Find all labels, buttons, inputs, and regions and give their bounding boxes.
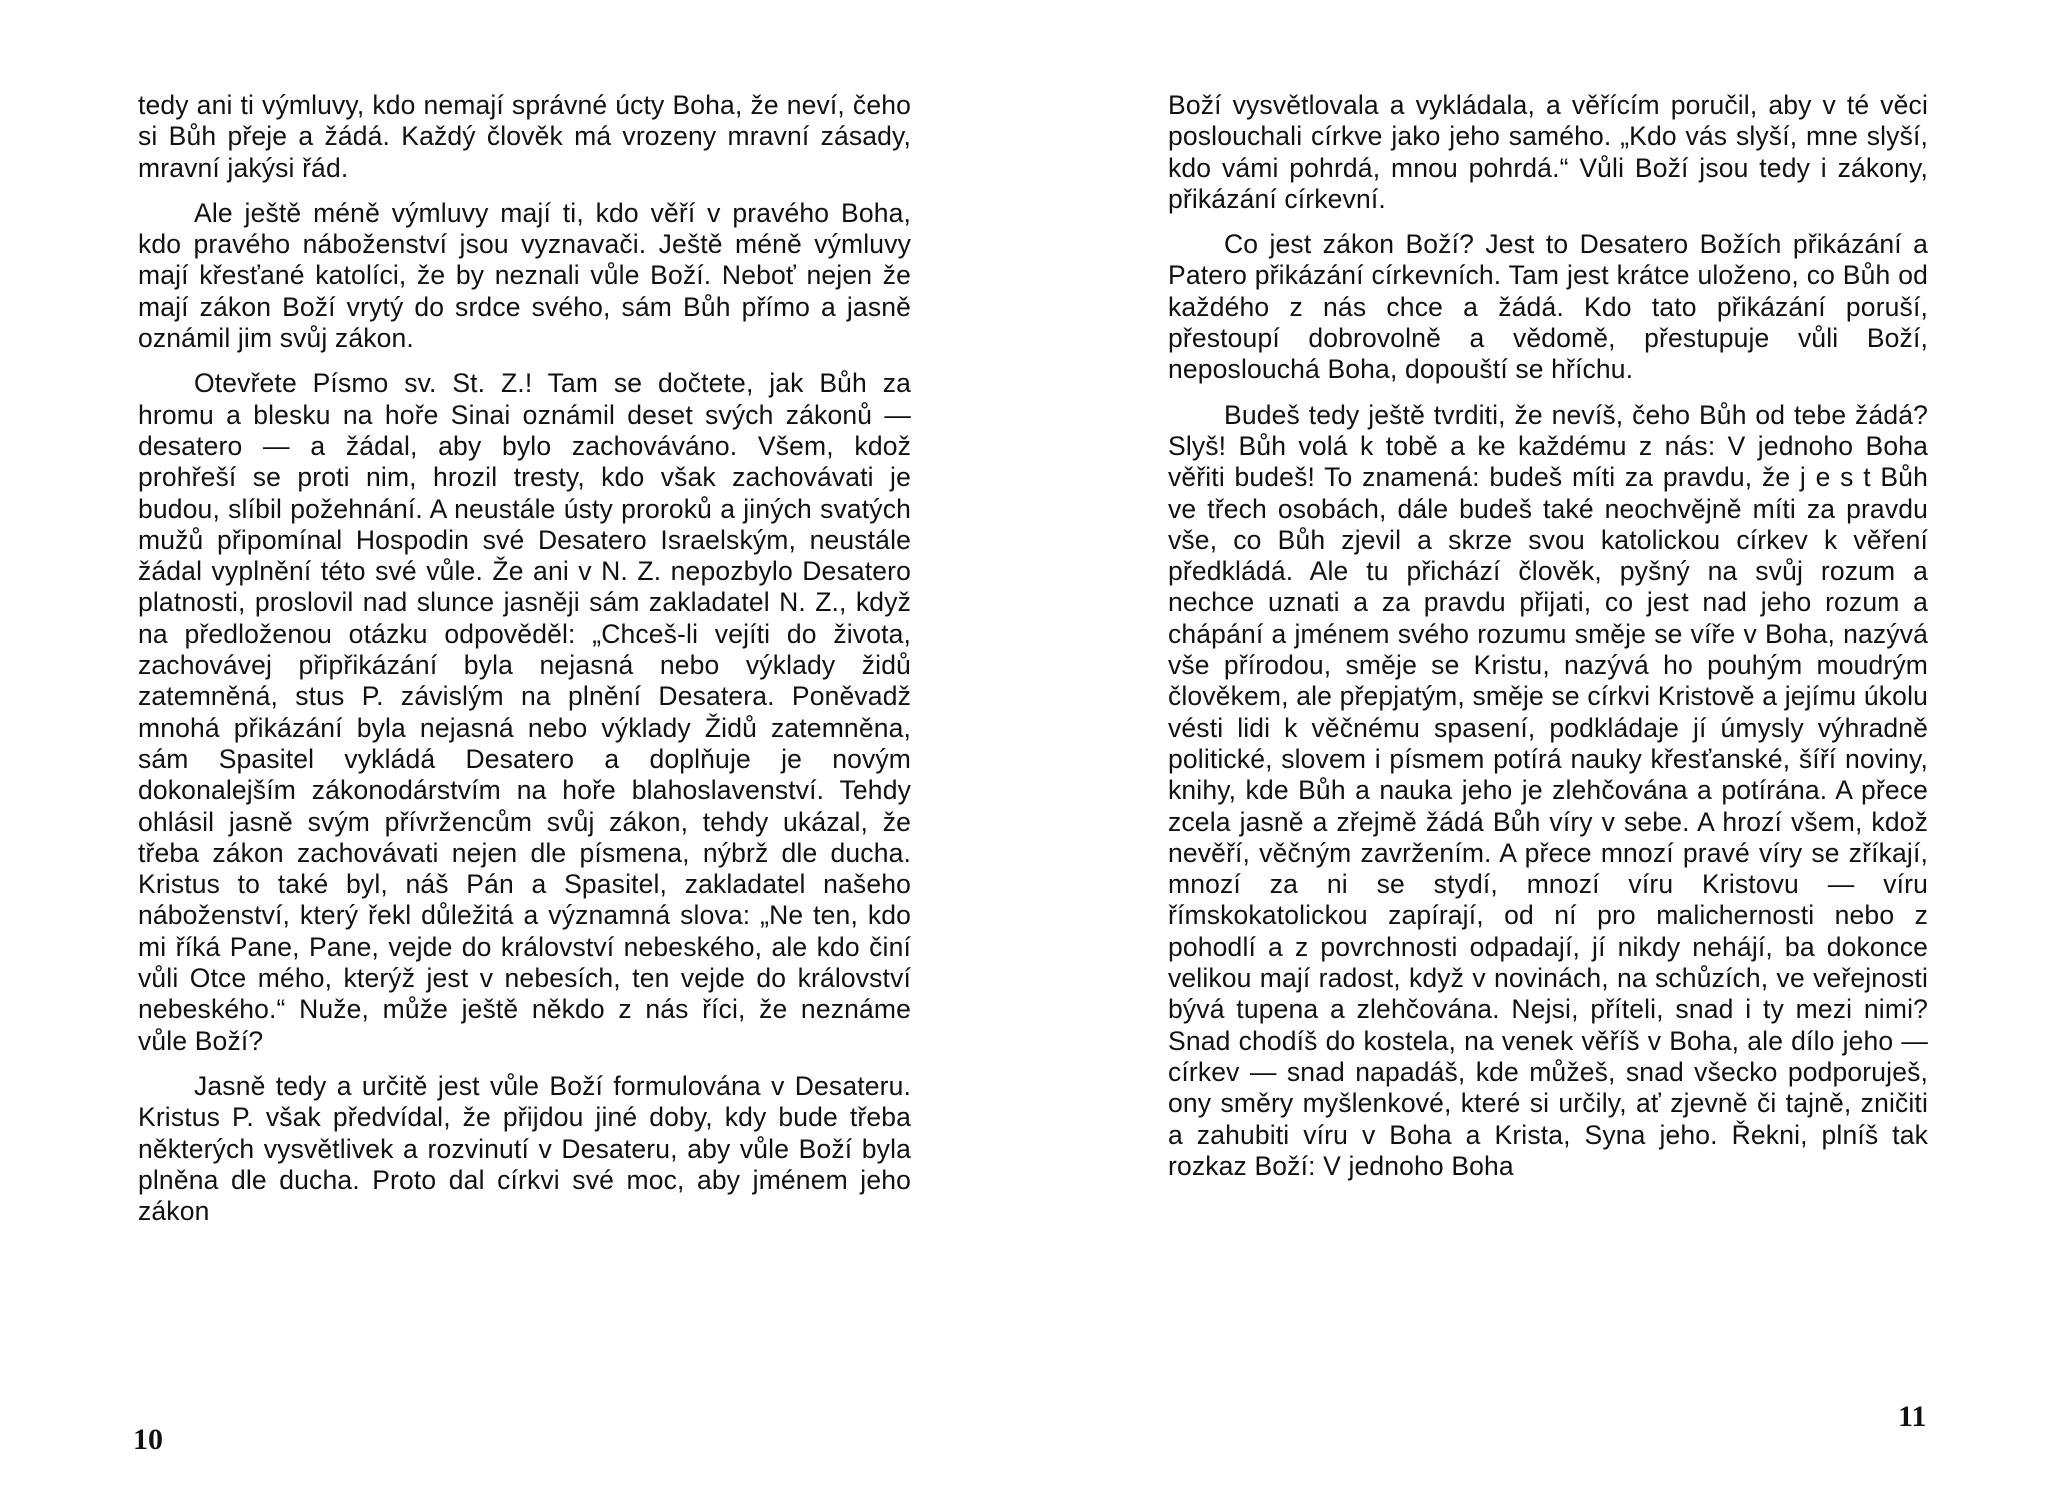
right-paragraph-1: Boží vysvětlovala a vykládala, a věřícím poručil, aby v té věci poslouchali církve jako jeho samého. „Kdo vás slyší, mne slyší, kdo vámi pohrdá, mnou pohrdá.“ Vůli Boží jsou tedy i zákony, přikázání církevní. [1168, 90, 1928, 214]
right-page-number: 11 [1898, 1400, 1927, 1433]
left-paragraph-3: Otevřete Písmo sv. St. Z.! Tam se dočtete, jak Bůh za hromu a blesku na hoře Sinai oznámil deset svých zákonů — desatero — a žádal, aby bylo zachováváno. Všem, kdož prohřeší se proti nim, hrozil tresty, kdo však zachovávati je budou, slíbil požehnání. A neustále ústy proroků a jiných svatých mužů připomínal Hospodin své Desatero Israelským, neustále žádal vyplnění této své vůle. Že ani v N. Z. nepozbylo Desatero platnosti, proslovil nad slunce jasněji sám zakladatel N. Z., když na předloženou otázku odpověděl: „Chceš-li vejíti do života, zachovávej připřikázání byla nejasná nebo výklady židů zatemněná, stus P. závislým na plnění Desatera. Poněvadž mnohá přikázání byla nejasná nebo výklady Židů zatemněna, sám Spasitel vykládá Desatero a doplňuje je novým dokonalejším zákonodárstvím na hoře blahoslavenství. Tehdy ohlásil jasně svým přívržencům svůj zákon, tehdy ukázal, že třeba zákon zachovávati nejen dle písmena, nýbrž dle ducha. Kristus to také byl, náš Pán a Spasitel, zakladatel našeho náboženství, který řekl důležitá a významná slova: „Ne ten, kdo mi říká Pane, Pane, vejde do království nebeského, ale kdo činí vůli Otce mého, kterýž jest v nebesích, ten vejde do království nebeského.“ Nuže, může ještě někdo z nás říci, že neznáme vůle Boží? [138, 368, 911, 1056]
left-page [138, 90, 911, 1241]
right-paragraph-2: Co jest zákon Boží? Jest to Desatero Božích přikázání a Patero přikázání církevních. Tam jest krátce uloženo, co Bůh od každého z nás chce a žádá. Kdo tato přikázání poruší, přestoupí dobrovolně a vědomě, přestupuje vůli Boží, neposlouchá Boha, dopouští se hříchu. [1168, 229, 1928, 385]
left-page-number: 10 [133, 1423, 163, 1456]
left-paragraph-1: tedy ani ti výmluvy, kdo nemají správné úcty Boha, že neví, čeho si Bůh přeje a žádá. Každý člověk má vrozeny mravní zásady, mravní jakýsi řád. [138, 90, 911, 183]
right-page [1168, 90, 1928, 1196]
left-paragraph-4: Jasně tedy a určitě jest vůle Boží formulována v Desateru. Kristus P. však předvídal, že přijdou jiné doby, kdy bude třeba některých vysvětlivek a rozvinutí v Desateru, aby vůle Boží byla plněna dle ducha. Proto dal církvi své moc, aby jménem jeho zákon [138, 1070, 911, 1227]
right-paragraph-3: Budeš tedy ještě tvrditi, že nevíš, čeho Bůh od tebe žádá? Slyš! Bůh volá k tobě a ke každému z nás: V jednoho Boha věřiti budeš! To znamená: budeš míti za pravdu, že j e s t Bůh ve třech osobách, dále budeš také neochvějně míti za pravdu vše, co Bůh zjevil a skrze svou katolickou církev k věření předkládá. Ale tu přichází člověk, pyšný na svůj rozum a nechce uznati a za pravdu přijati, co jest nad jeho rozum a chápání a jménem svého rozumu směje se víře v Boha, nazývá vše přírodou, směje se Kristu, nazývá ho pouhým moudrým člověkem, ale přepjatým, směje se církvi Kristově a jejímu úkolu vésti lidi k věčnému spasení, podkládaje jí úmysly výhradně politické, slovem i písmem potírá nauky křesťanské, šíří noviny, knihy, kde Bůh a nauka jeho je zlehčována a potírána. A přece zcela jasně a zřejmě žádá Bůh víry v sebe. A hrozí všem, kdož nevěří, věčným zavržením. A přece mnozí pravé víry se zříkají, mnozí za ni se stydí, mnozí víru Kristovu — víru římskokatolickou zapírají, od ní pro malichernosti nebo z pohodlí a z povrchnosti odpadají, jí nikdy nehájí, ba dokonce velikou mají radost, když v novinách, na schůzích, ve veřejnosti bývá tupena a zlehčována. Nejsi, příteli, snad i ty mezi nimi? Snad chodíš do kostela, na venek věříš v Boha, ale dílo jeho — církev — snad napadáš, kde můžeš, snad všecko podporuješ, ony směry myšlenkové, které si určily, ať zjevně či tajně, zničiti a zahubiti víru v Boha a Krista, Syna jeho. Řekni, plníš tak rozkaz Boží: V jednoho Boha [1168, 399, 1928, 1181]
left-paragraph-2: Ale ještě méně výmluvy mají ti, kdo věří v pravého Boha, kdo pravého náboženství jsou vyznavači. Ještě méně výmluvy mají křesťané katolíci, že by neznali vůle Boží. Neboť nejen že mají zákon Boží vrytý do srdce svého, sám Bůh přímo a jasně oznámil jim svůj zákon. [138, 197, 911, 354]
